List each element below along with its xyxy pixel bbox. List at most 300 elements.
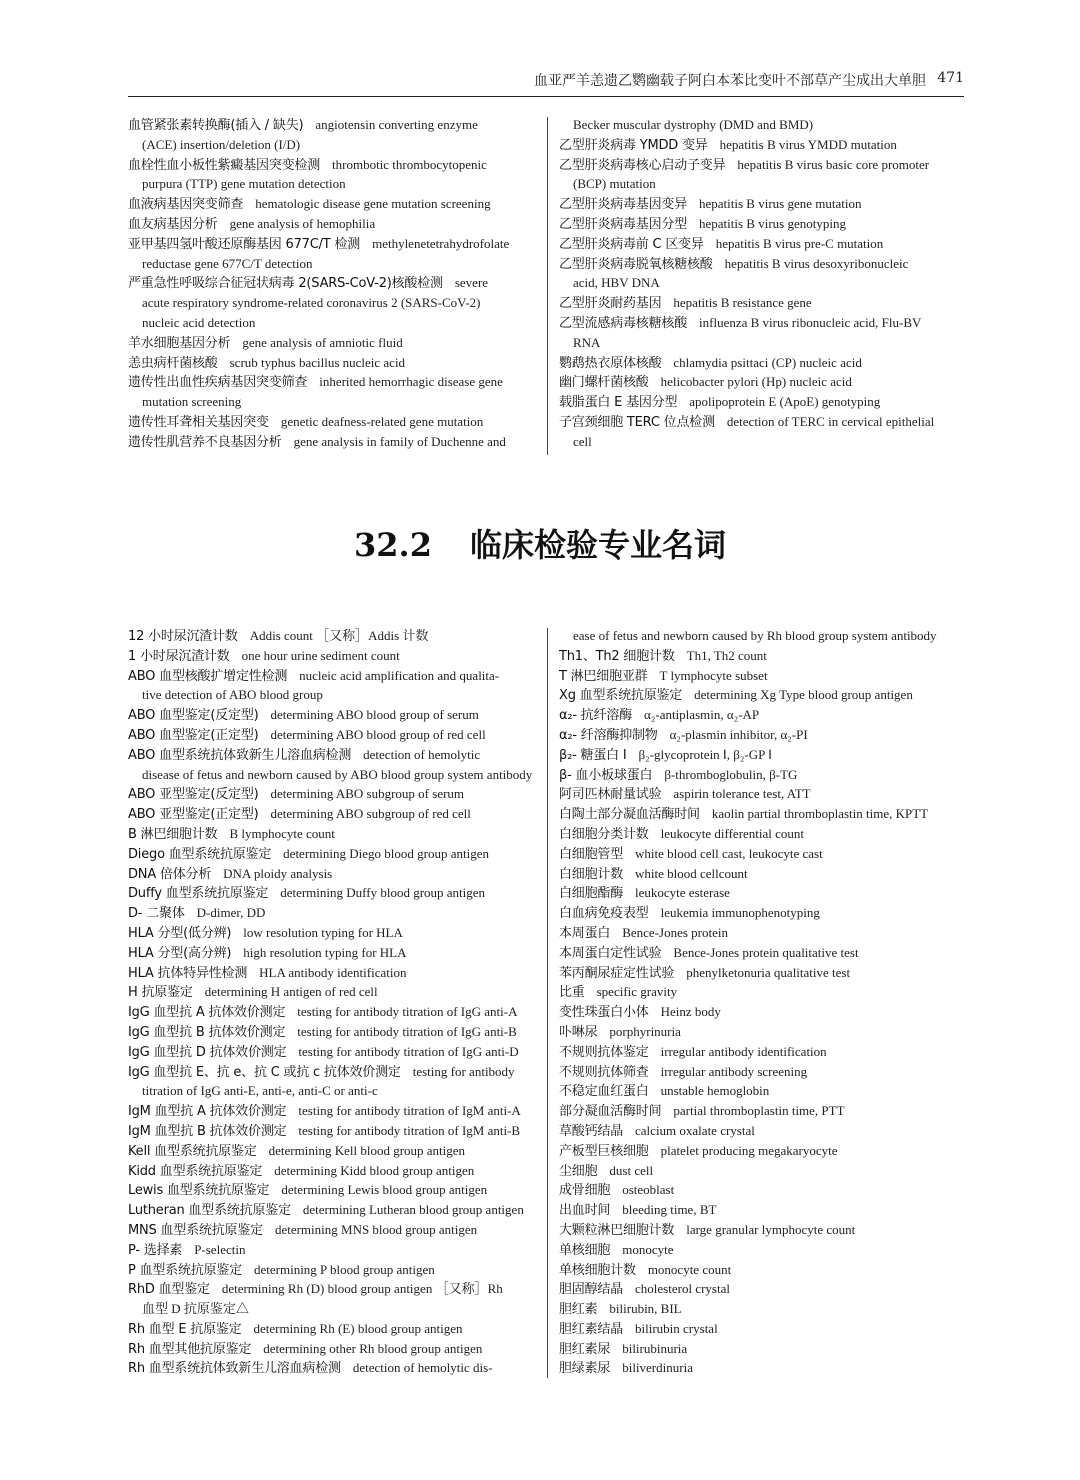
entry-line <box>128 155 534 175</box>
glossary-entry <box>128 1180 534 1200</box>
entry-line <box>128 804 534 824</box>
term-english: bleeding time, BT <box>622 1202 717 1218</box>
term-chinese: β- 血小板球蛋白 <box>559 767 653 783</box>
glossary-entry <box>128 1220 534 1240</box>
term-english-continued: mutation screening <box>142 394 242 410</box>
term-chinese: Rh 血型其他抗原鉴定 <box>128 1341 252 1357</box>
glossary-entry <box>559 903 965 923</box>
term-english: determining Lewis blood group antigen <box>281 1182 488 1198</box>
entry-line <box>559 1279 965 1299</box>
term-chinese: HLA 分型(高分辨) <box>128 945 232 961</box>
entry-continuation <box>128 1081 534 1101</box>
term-english: D-dimer, DD <box>196 905 266 921</box>
glossary-entry <box>128 1279 534 1319</box>
entry-line <box>559 1200 965 1220</box>
entry-line <box>128 1319 534 1339</box>
entry-line <box>559 392 965 412</box>
glossary-entry <box>559 864 965 884</box>
glossary-entry <box>128 1161 534 1181</box>
glossary-entry <box>559 1319 965 1339</box>
entry-line <box>128 1121 534 1141</box>
term-chinese: MNS 血型系统抗原鉴定 <box>128 1222 263 1238</box>
entry-line <box>559 313 965 333</box>
term-english: dust cell <box>609 1162 654 1178</box>
entry-line <box>128 115 534 135</box>
entry-line <box>559 353 965 373</box>
bottom-left-column <box>128 626 534 1378</box>
glossary-entry <box>559 765 965 785</box>
entry-line <box>559 705 965 725</box>
glossary-entry <box>128 725 534 745</box>
term-chinese: 乙型肝炎病毒 YMDD 变异 <box>559 137 708 153</box>
entry-line <box>559 1220 965 1240</box>
entry-line <box>128 844 534 864</box>
term-chinese: Duffy 血型系统抗原鉴定 <box>128 886 269 902</box>
entry-line <box>128 1200 534 1220</box>
term-chinese: 胆红素 <box>559 1302 598 1318</box>
entry-line <box>128 1141 534 1161</box>
entry-continuation <box>559 626 965 646</box>
glossary-entry <box>559 1180 965 1200</box>
glossary-entry <box>128 372 534 412</box>
term-english: testing for antibody titration of IgG anti-D <box>298 1043 519 1059</box>
term-english: determining Xg Type blood group antigen <box>694 687 913 703</box>
glossary-entry <box>559 372 965 392</box>
term-chinese: ABO 血型核酸扩增定性检测 <box>128 668 288 684</box>
entry-line <box>128 1220 534 1240</box>
entry-line <box>559 155 965 175</box>
entry-line <box>559 963 965 983</box>
term-english: severe <box>454 275 489 291</box>
entry-line <box>559 844 965 864</box>
term-chinese: Rh 血型系统抗体致新生儿溶血病检测 <box>128 1361 341 1377</box>
glossary-entry <box>128 903 534 923</box>
entry-line <box>128 1022 534 1042</box>
term-chinese: 乙型肝炎病毒基因变异 <box>559 197 688 213</box>
entry-line <box>559 1358 965 1378</box>
glossary-entry <box>559 943 965 963</box>
term-chinese: 血液病基因突变筛查 <box>128 197 244 213</box>
term-chinese: 本周蛋白定性试验 <box>559 945 662 961</box>
glossary-entry <box>128 273 534 332</box>
entry-line <box>559 923 965 943</box>
entry-line <box>128 824 534 844</box>
glossary-entry <box>128 115 534 155</box>
entry-line <box>559 903 965 923</box>
term-chinese: 乙型肝炎病毒核心启动子变异 <box>559 157 726 173</box>
glossary-entry <box>559 254 965 294</box>
glossary-entry <box>559 214 965 234</box>
entry-continuation <box>128 685 534 705</box>
term-english: gene analysis of hemophilia <box>229 215 376 231</box>
term-english: thrombotic thrombocytopenic <box>332 156 487 172</box>
entry-line <box>128 1180 534 1200</box>
term-english-continued: ease of fetus and newborn caused by Rh blood group system antibody <box>573 628 937 643</box>
entry-line <box>559 804 965 824</box>
entry-line <box>559 1002 965 1022</box>
term-english: Th1, Th2 count <box>686 647 767 663</box>
entry-continuation <box>559 273 965 293</box>
glossary-entry <box>559 1240 965 1260</box>
glossary-entry <box>128 626 534 646</box>
entry-line <box>128 784 534 804</box>
term-chinese: Rh 血型 E 抗原鉴定 <box>128 1321 242 1337</box>
glossary-entry <box>128 432 534 452</box>
term-chinese: 载脂蛋白 E 基因分型 <box>559 395 678 411</box>
entry-line <box>559 1161 965 1181</box>
term-english: hepatitis B virus pre-C mutation <box>715 235 884 251</box>
term-chinese: 乙型肝炎病毒前 C 区变异 <box>559 236 704 252</box>
term-chinese: 卟啉尿 <box>559 1024 598 1040</box>
entry-continuation <box>128 1299 534 1319</box>
entry-line <box>559 372 965 392</box>
entry-line <box>559 234 965 254</box>
glossary-entry <box>128 155 534 195</box>
term-english: determining ABO blood group of red cell <box>270 726 486 742</box>
term-english: determining P blood group antigen <box>253 1261 435 1277</box>
term-english-continued: RNA <box>573 334 601 350</box>
glossary-entry <box>559 412 965 452</box>
glossary-entry <box>128 1200 534 1220</box>
term-english: calcium oxalate crystal <box>635 1122 755 1138</box>
entry-continuation <box>559 333 965 353</box>
term-english: DNA ploidy analysis <box>223 865 333 881</box>
glossary-entry <box>559 1299 965 1319</box>
glossary-entry <box>559 1161 965 1181</box>
entry-line <box>128 745 534 765</box>
term-english-continued: nucleic acid detection <box>142 314 256 330</box>
term-english: partial thromboplastin time, PTT <box>673 1103 845 1119</box>
glossary-entry <box>559 725 965 745</box>
term-chinese: 白细胞分类计数 <box>559 826 649 842</box>
term-chinese: RhD 血型鉴定 <box>128 1282 210 1298</box>
glossary-entry <box>559 392 965 412</box>
glossary-entry <box>128 1319 534 1339</box>
term-english: specific gravity <box>596 984 678 1000</box>
entry-line <box>128 1279 534 1299</box>
term-english-continued: 血型 D 抗原鉴定△ <box>142 1301 249 1317</box>
term-chinese: 单核细胞 <box>559 1242 611 1258</box>
term-english: one hour urine sediment count <box>241 647 400 663</box>
entry-line <box>559 214 965 234</box>
entry-line <box>559 1260 965 1280</box>
entry-line <box>559 293 965 313</box>
term-english-continued: acute respiratory syndrome-related coronavirus 2 (SARS-CoV-2) <box>142 295 481 311</box>
term-english: white blood cellcount <box>635 865 748 881</box>
term-chinese: 胆红素结晶 <box>559 1321 624 1337</box>
entry-line <box>559 1319 965 1339</box>
entry-line <box>559 412 965 432</box>
term-chinese: IgG 血型抗 D 抗体效价测定 <box>128 1044 287 1060</box>
glossary-entry <box>128 194 534 214</box>
term-chinese: Lutheran 血型系统抗原鉴定 <box>128 1203 291 1219</box>
glossary-entry <box>559 293 965 313</box>
term-chinese: Kidd 血型系统抗原鉴定 <box>128 1163 263 1179</box>
term-english: methylenetetrahydrofolate <box>372 235 510 251</box>
term-english: determining Duffy blood group antigen <box>280 885 486 901</box>
term-chinese: 1 小时尿沉渣计数 <box>128 648 230 664</box>
term-english: high resolution typing for HLA <box>243 944 407 960</box>
term-chinese: 比重 <box>559 985 585 1001</box>
entry-line <box>128 372 534 392</box>
entry-continuation <box>559 115 965 135</box>
entry-line <box>128 1240 534 1260</box>
entry-line <box>559 1180 965 1200</box>
entry-continuation <box>128 765 534 785</box>
term-chinese: Lewis 血型系统抗原鉴定 <box>128 1183 270 1199</box>
term-chinese: 乙型流感病毒核糖核酸 <box>559 315 688 331</box>
term-english: T lymphocyte subset <box>659 667 768 683</box>
term-english: detection of TERC in cervical epithelial <box>726 413 935 429</box>
term-chinese: 血管紧张素转换酶(插入 / 缺失) <box>128 118 304 133</box>
entry-line <box>559 666 965 686</box>
term-english: Addis count ［又称］Addis 计数 <box>249 628 429 643</box>
entry-line <box>559 745 965 765</box>
glossary-entry <box>559 353 965 373</box>
term-chinese: HLA 分型(低分辨) <box>128 925 232 941</box>
term-english: bilirubin, BIL <box>609 1301 682 1317</box>
term-english: determining Rh (E) blood group antigen <box>253 1320 463 1336</box>
glossary-entry <box>559 1121 965 1141</box>
entry-line <box>559 883 965 903</box>
entry-line <box>559 1062 965 1082</box>
entry-continuation <box>128 313 534 333</box>
term-english: determining Kell blood group antigen <box>268 1142 466 1158</box>
glossary-entry <box>559 626 965 646</box>
term-chinese: 羊水细胞基因分析 <box>128 335 231 351</box>
term-chinese: 乙型肝炎病毒脱氧核糖核酸 <box>559 256 713 272</box>
glossary-entry <box>559 1022 965 1042</box>
term-chinese: 阿司匹林耐量试验 <box>559 787 662 803</box>
entry-line <box>128 432 534 452</box>
term-chinese: 不稳定血红蛋白 <box>559 1084 649 1100</box>
term-english: leukemia immunophenotyping <box>660 905 820 921</box>
term-english: testing for antibody titration of IgG anti-A <box>297 1004 518 1020</box>
term-english: phenylketonuria qualitative test <box>686 964 851 980</box>
term-chinese: 出血时间 <box>559 1203 611 1219</box>
term-chinese: 乙型肝炎耐药基因 <box>559 296 662 312</box>
term-english: scrub typhus bacillus nucleic acid <box>229 354 406 370</box>
term-english: B lymphocyte count <box>229 825 335 841</box>
entry-line <box>128 1002 534 1022</box>
term-chinese: Kell 血型系统抗原鉴定 <box>128 1143 257 1159</box>
term-english: irregular antibody screening <box>660 1063 808 1079</box>
entry-line <box>128 1062 534 1082</box>
term-english: testing for antibody <box>412 1063 515 1079</box>
glossary-entry <box>559 666 965 686</box>
term-english: Bence-Jones protein qualitative test <box>673 944 859 960</box>
term-english: determining Lutheran blood group antigen <box>302 1202 524 1218</box>
entry-line <box>128 1042 534 1062</box>
bottom-right-column <box>559 626 965 1378</box>
term-chinese: 血友病基因分析 <box>128 216 218 232</box>
term-chinese: 成骨细胞 <box>559 1183 611 1199</box>
glossary-entry <box>559 804 965 824</box>
term-english-continued: Becker muscular dystrophy (DMD and BMD) <box>573 117 814 132</box>
glossary-entry <box>559 646 965 666</box>
running-title: 血亚严羊恙遗乙鹦幽载子阿白本苯比变叶不部草产尘成出大单胆 <box>534 73 926 89</box>
term-english: inherited hemorrhagic disease gene <box>319 374 503 390</box>
term-english-continued: (BCP) mutation <box>573 176 656 192</box>
glossary-entry <box>559 1220 965 1240</box>
entry-line <box>559 1042 965 1062</box>
term-english: detection of hemolytic dis- <box>352 1360 493 1376</box>
term-chinese: 本周蛋白 <box>559 925 611 941</box>
term-chinese: Diego 血型系统抗原鉴定 <box>128 846 272 862</box>
entry-line <box>128 864 534 884</box>
glossary-entry <box>128 883 534 903</box>
page-header <box>128 62 964 97</box>
term-english: apolipoprotein E (ApoE) genotyping <box>689 394 881 410</box>
glossary-entry <box>128 1339 534 1359</box>
term-chinese: 遗传性出血性疾病基因突变筛查 <box>128 375 308 391</box>
glossary-entry <box>559 1042 965 1062</box>
entry-line <box>559 1141 965 1161</box>
entry-line <box>128 982 534 1002</box>
term-english: hepatitis B virus gene mutation <box>699 196 862 212</box>
term-english: monocyte count <box>647 1261 732 1277</box>
page-number: 471 <box>937 70 964 86</box>
term-chinese: 不规则抗体鉴定 <box>559 1044 649 1060</box>
term-english: testing for antibody titration of IgG anti-B <box>297 1023 517 1039</box>
glossary-entry <box>128 353 534 373</box>
glossary-entry <box>559 194 965 214</box>
column-divider-bottom <box>547 628 548 1378</box>
term-english: low resolution typing for HLA <box>243 924 403 940</box>
term-chinese: 恙虫病杆菌核酸 <box>128 355 218 371</box>
entry-line <box>128 353 534 373</box>
term-english: determining other Rh blood group antigen <box>263 1340 483 1356</box>
entry-line <box>128 725 534 745</box>
entry-line <box>128 943 534 963</box>
entry-line <box>128 412 534 432</box>
term-chinese: P- 选择素 <box>128 1242 183 1258</box>
entry-line <box>559 864 965 884</box>
entry-line <box>128 646 534 666</box>
term-english: nucleic acid amplification and qualita- <box>299 667 500 683</box>
term-english: genetic deafness-related gene mutation <box>280 413 484 429</box>
entry-line <box>559 1339 965 1359</box>
term-english: cholesterol crystal <box>635 1281 730 1297</box>
entry-line <box>559 1240 965 1260</box>
term-chinese: 亚甲基四氢叶酸还原酶基因 677C/T 检测 <box>128 236 361 252</box>
term-chinese: 部分凝血活酶时间 <box>559 1104 662 1120</box>
term-english: determining Rh (D) blood group antigen ［又称］Rh <box>221 1281 503 1297</box>
term-chinese: ABO 血型鉴定(反定型) <box>128 708 259 724</box>
entry-line <box>559 646 965 666</box>
term-chinese: 鹦鹉热衣原体核酸 <box>559 355 662 371</box>
entry-line <box>128 1339 534 1359</box>
entry-line <box>559 943 965 963</box>
glossary-entry <box>128 923 534 943</box>
term-english: osteoblast <box>622 1182 675 1198</box>
glossary-entry <box>128 1101 534 1121</box>
term-chinese: 尘细胞 <box>559 1163 598 1179</box>
glossary-entry <box>559 1200 965 1220</box>
term-english: biliverdinuria <box>622 1360 693 1376</box>
term-english: detection of hemolytic <box>363 746 481 762</box>
term-chinese: HLA 抗体特异性检测 <box>128 965 248 981</box>
entry-line <box>128 194 534 214</box>
entry-line <box>128 883 534 903</box>
term-english: determining H antigen of red cell <box>204 984 378 1000</box>
term-english: platelet producing megakaryocyte <box>660 1142 838 1158</box>
term-chinese: 胆固醇结晶 <box>559 1282 624 1298</box>
term-english: determining ABO subgroup of serum <box>270 786 465 802</box>
glossary-entry <box>128 943 534 963</box>
glossary-entry <box>559 963 965 983</box>
glossary-entry <box>128 666 534 706</box>
term-chinese: Th1、Th2 细胞计数 <box>559 648 675 664</box>
term-english: leukocyte esterase <box>635 885 730 901</box>
entry-line <box>128 333 534 353</box>
term-english-continued: tive detection of ABO blood group <box>142 687 323 703</box>
term-english: Bence-Jones protein <box>622 924 728 940</box>
glossary-entry <box>128 1022 534 1042</box>
entry-line <box>559 685 965 705</box>
term-english: angiotensin converting enzyme <box>315 117 478 132</box>
term-chinese: 白血病免疫表型 <box>559 906 649 922</box>
term-english: irregular antibody identification <box>660 1043 827 1059</box>
entry-continuation <box>128 254 534 274</box>
term-english: α₂-plasmin inhibitor, α₂-PI <box>669 726 808 742</box>
entry-line <box>559 824 965 844</box>
top-left-column <box>128 115 534 452</box>
glossary-entry <box>559 923 965 943</box>
entry-line <box>559 725 965 745</box>
term-english: determining Kidd blood group antigen <box>274 1162 475 1178</box>
term-chinese: IgG 血型抗 E、抗 e、抗 C 或抗 c 抗体效价测定 <box>128 1064 401 1080</box>
term-english: aspirin tolerance test, ATT <box>673 786 811 802</box>
term-english: hepatitis B virus genotyping <box>699 215 846 231</box>
glossary-entry <box>128 214 534 234</box>
entry-line <box>128 705 534 725</box>
glossary-entry <box>559 1101 965 1121</box>
glossary-entry <box>559 1081 965 1101</box>
term-chinese: IgM 血型抗 B 抗体效价测定 <box>128 1123 287 1139</box>
term-english: β-thromboglobulin, β-TG <box>664 766 798 782</box>
entry-line <box>559 1101 965 1121</box>
entry-continuation <box>128 135 534 155</box>
glossary-entry <box>128 1121 534 1141</box>
term-chinese: 12 小时尿沉渣计数 <box>128 629 238 644</box>
term-chinese: 变性珠蛋白小体 <box>559 1005 649 1021</box>
entry-line <box>128 666 534 686</box>
term-english: chlamydia psittaci (CP) nucleic acid <box>673 354 862 370</box>
term-chinese: 胆红素尿 <box>559 1341 611 1357</box>
term-english: HLA antibody identification <box>259 964 407 980</box>
glossary-entry <box>559 1141 965 1161</box>
glossary-entry <box>128 1358 534 1378</box>
term-chinese: ABO 亚型鉴定(正定型) <box>128 807 259 823</box>
term-english: gene analysis of amniotic fluid <box>242 334 403 350</box>
glossary-entry <box>559 1358 965 1378</box>
glossary-entry <box>128 864 534 884</box>
term-english: hepatitis B resistance gene <box>673 295 812 311</box>
term-english: β₂-glycoprotein Ⅰ, β₂-GP Ⅰ <box>638 746 772 762</box>
term-chinese: 遗传性肌营养不良基因分析 <box>128 434 282 450</box>
term-chinese: 白细胞计数 <box>559 866 624 882</box>
entry-line <box>128 903 534 923</box>
term-chinese: 白细胞酯酶 <box>559 886 624 902</box>
entry-line <box>128 214 534 234</box>
term-chinese: IgM 血型抗 A 抗体效价测定 <box>128 1104 287 1120</box>
glossary-entry <box>128 1062 534 1102</box>
term-chinese: 苯丙酮尿症定性试验 <box>559 965 675 981</box>
term-chinese: 不规则抗体筛查 <box>559 1064 649 1080</box>
term-english-continued: reductase gene 677C/T detection <box>142 255 313 271</box>
glossary-entry <box>559 784 965 804</box>
